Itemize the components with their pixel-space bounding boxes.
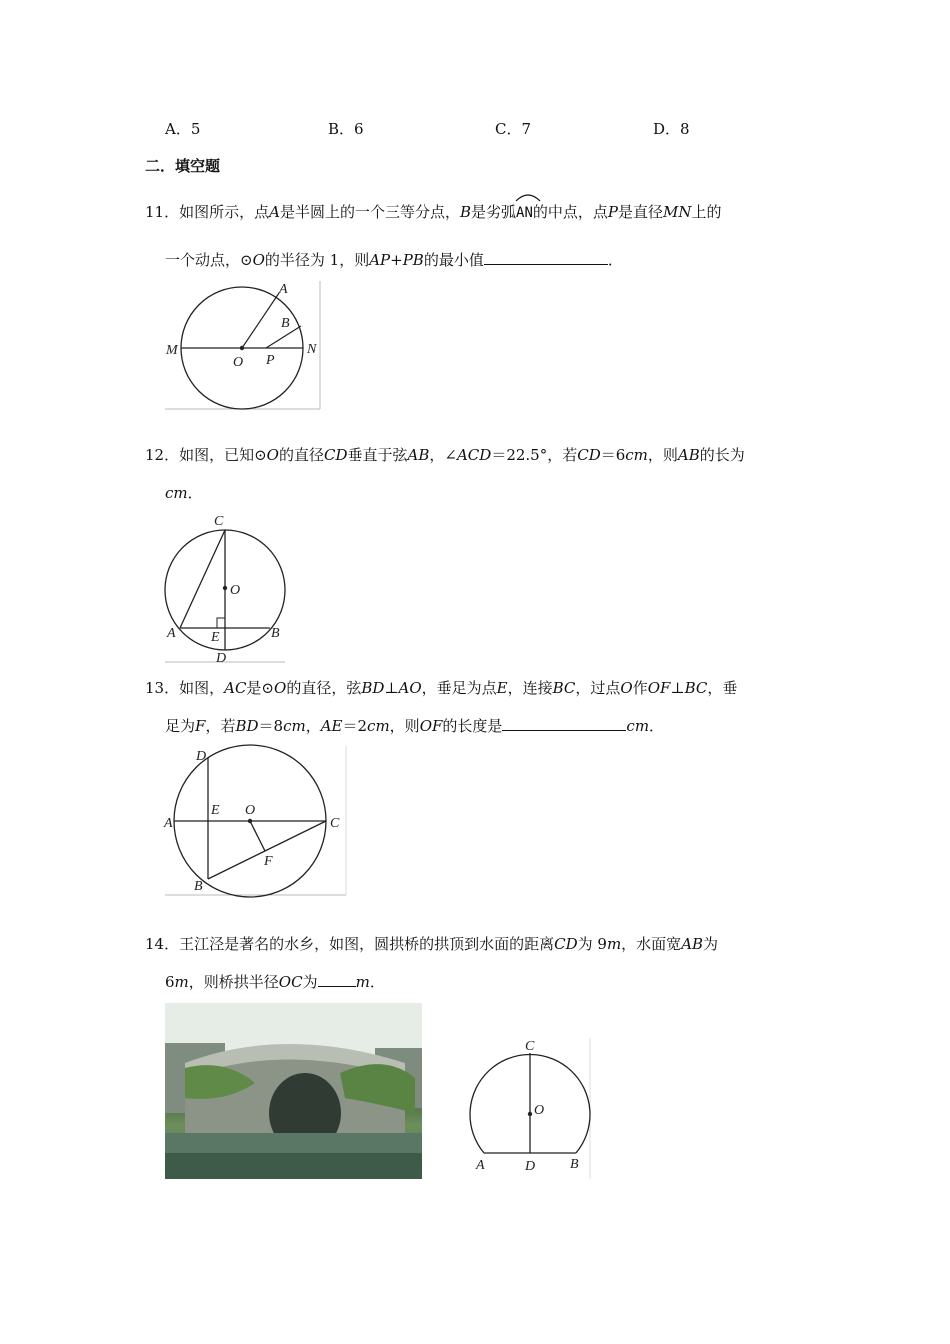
q14-line2 [165, 972, 385, 992]
q11-text: 的半径为 1，则 [264, 251, 370, 269]
q13-text: ＝8 [258, 717, 284, 735]
q14-answer-blank[interactable] [318, 972, 356, 987]
q11-var: MN [663, 203, 692, 221]
q12-text: 的长为 [699, 446, 745, 464]
q12-var: ACD [456, 446, 492, 464]
q11-text: 是直径 [617, 203, 663, 221]
q14-text: 王江泾是著名的水乡，如图，圆拱桥的拱顶到水面的距离 [179, 935, 555, 953]
q11-text: 是劣弧 [471, 203, 517, 221]
bridge-photo [165, 1003, 422, 1179]
q14-text: 为 9 [577, 935, 607, 953]
q14-text: ，则桥拱半径 [188, 973, 279, 991]
q14-text: 6 [165, 973, 175, 991]
q12-text: 垂直于弦 [347, 446, 408, 464]
q11-text: 一个动点，⊙ [165, 251, 253, 269]
q13-unit: cm [626, 717, 650, 735]
q12-var: AB [677, 446, 700, 464]
q11-answer-blank[interactable] [484, 250, 608, 265]
q13-var: BC [552, 679, 576, 697]
q12-number: 12． [145, 446, 180, 464]
q13-text: ， [305, 717, 321, 735]
q13-text: ，若 [205, 717, 236, 735]
arc-text: AN [516, 205, 533, 221]
q14-unit: m [174, 973, 189, 991]
q13-label-b: B [194, 879, 203, 894]
q13-var: OF [647, 679, 671, 697]
q12-unit: cm [625, 446, 648, 464]
q11-figure [164, 281, 322, 411]
q13-number: 13． [145, 679, 180, 697]
q14-label-d: D [525, 1159, 536, 1174]
choice-a: A．5 [165, 120, 201, 138]
q11-label-n: N [307, 342, 317, 357]
q13-text: ，过点 [575, 679, 621, 697]
q14-text: 为 [302, 973, 318, 991]
q13-text: 是⊙ [246, 679, 274, 697]
q13-text: ，则 [389, 717, 420, 735]
q12-label-e: E [211, 630, 220, 645]
q11-text: 的中点，点 [532, 203, 608, 221]
q14-label-o: O [534, 1103, 545, 1118]
q13-text: ，垂 [707, 679, 738, 697]
q12-text: ，则 [647, 446, 678, 464]
q13-text: ＝2 [342, 717, 368, 735]
q11-var: AP+PB [369, 251, 424, 269]
q13-unit: cm [367, 717, 390, 735]
q11-number: 11． [145, 203, 180, 221]
choice-b: B．6 [328, 120, 364, 138]
q13-label-o: O [245, 803, 256, 818]
q13-var: BD [235, 717, 259, 735]
q11-line2 [165, 250, 623, 270]
q12-label-a: A [167, 626, 176, 641]
q14-label-b: B [570, 1157, 579, 1172]
q13-label-c: C [330, 816, 340, 831]
q11-text: 的最小值 [423, 251, 484, 269]
q12-text: 如图，已知⊙ [179, 446, 267, 464]
q11-text: 是半圆上的一个三等分点， [279, 203, 460, 221]
q12-label-b: B [271, 626, 280, 641]
q13-label-a: A [164, 816, 173, 831]
q11-var: A [269, 203, 280, 221]
q14-unit: m [606, 935, 622, 953]
q14-text: ，水面宽 [621, 935, 682, 953]
q12-text: ＝6 [600, 446, 626, 464]
q13-label-e: E [211, 803, 220, 818]
q12-var: AB [407, 446, 430, 464]
q11-line1 [145, 202, 722, 223]
q13-var: AE [320, 717, 343, 735]
q11-text: 上的 [691, 203, 722, 221]
q13-figure [162, 744, 350, 900]
choice-d: D．8 [653, 120, 690, 138]
q11-text: ． [607, 251, 623, 269]
q13-line1 [145, 678, 737, 698]
q14-line1 [145, 934, 718, 954]
q13-var: OF [419, 717, 443, 735]
arc-symbol [514, 191, 542, 203]
q13-var: E [496, 679, 508, 697]
q13-var: BD [361, 679, 385, 697]
q13-unit: cm [283, 717, 306, 735]
q12-var: O [266, 446, 279, 464]
arc-an-label [516, 203, 533, 223]
q13-text: ⊥ [670, 679, 685, 697]
q13-var: F [195, 717, 206, 735]
q14-number: 14． [145, 935, 180, 953]
q12-figure [164, 511, 288, 667]
q14-label-a: A [476, 1158, 485, 1173]
q13-line2 [165, 716, 664, 736]
q13-text: ，垂足为点 [421, 679, 497, 697]
q13-var: BC [684, 679, 708, 697]
q12-label-c: C [214, 514, 224, 529]
q11-var: O [252, 251, 265, 269]
q14-text: ． [369, 973, 385, 991]
q13-text: 作 [632, 679, 648, 697]
q12-var: CD [577, 446, 601, 464]
q14-text: 为 [703, 935, 719, 953]
q12-var: CD [324, 446, 348, 464]
q13-text: 的长度是 [442, 717, 503, 735]
q11-label-a: A [279, 282, 288, 297]
q13-text: ⊥ [384, 679, 399, 697]
q11-var: B [459, 203, 471, 221]
q13-var: O [274, 679, 287, 697]
q13-var: AC [224, 679, 247, 697]
q14-unit: m [355, 973, 370, 991]
q12-label-d: D [216, 651, 227, 666]
q13-text: 如图， [179, 679, 225, 697]
q12-label-o: O [230, 583, 241, 598]
q12-line2 [165, 483, 203, 503]
q11-text: 如图所示，点 [179, 203, 270, 221]
section-title: 二．填空题 [145, 157, 221, 175]
q12-text: ． [187, 484, 203, 502]
q14-label-c: C [525, 1039, 535, 1054]
q12-text: 的直径 [278, 446, 324, 464]
q13-text: ，连接 [507, 679, 553, 697]
q11-label-m: M [166, 343, 178, 358]
q14-var: CD [554, 935, 578, 953]
q12-text: ，∠ [429, 446, 457, 464]
q11-var: P [607, 203, 618, 221]
q12-unit: cm [165, 484, 188, 502]
q13-var: AO [398, 679, 422, 697]
q11-label-b: B [281, 316, 290, 331]
bridge-photo-drawing [165, 1003, 422, 1179]
choice-c: C．7 [495, 120, 532, 138]
q13-label-d: D [196, 749, 207, 764]
q12-text: ＝22.5°，若 [491, 446, 578, 464]
q11-label-p: P [266, 353, 275, 368]
q14-figure [466, 1033, 592, 1181]
q13-text: ． [649, 717, 665, 735]
q13-var: O [620, 679, 633, 697]
q12-line1 [145, 445, 745, 465]
q13-label-f: F [264, 854, 273, 869]
q13-text: 的直径，弦 [286, 679, 362, 697]
q14-var: AB [681, 935, 704, 953]
q13-text: 足为 [165, 717, 196, 735]
q14-var: OC [278, 973, 303, 991]
q13-answer-blank[interactable] [502, 716, 626, 731]
q11-label-o: O [233, 355, 244, 370]
